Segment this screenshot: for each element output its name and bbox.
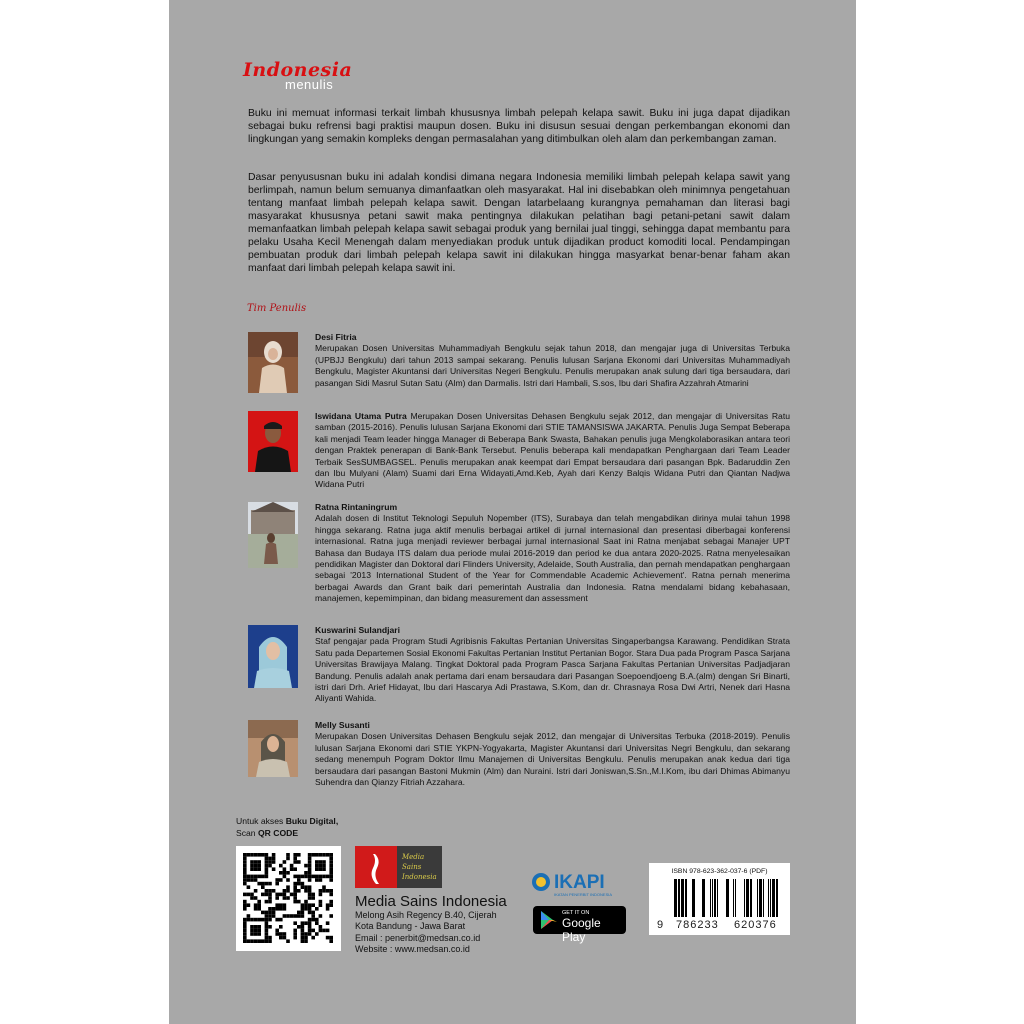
author-bio: Merupakan Dosen Universitas Muhammadiyah Bengkulu sejak tahun 2018, dan mengajar juga di Universitas Terbuka (UPBJJ Bengkulu) dari tahun 2013 sampai sekarang. Penulis lulusan Sarjana Ekonomi dari Universitas Muhammadiyah Bengkulu, Magister Akuntansi dari Universitas Negeri Bengkulu. Penulis merupakan anak sulung dari tiga bersaudara, dari pasangan Sidi Masrul Sutan Satu (Alm) dan Darmalis. Istri dari Hambali, S.sos, Ibu dari Shafira Azzahrah Atmarini	[315, 343, 790, 388]
publisher-logo	[355, 846, 442, 888]
author-photo	[248, 502, 298, 568]
akses-line1-bold: Buku Digital,	[285, 816, 339, 826]
author-bio-block	[315, 720, 790, 788]
author-bio: Adalah dosen di Institut Teknologi Sepuluh Nopember (ITS), Surabaya dan telah mengabdikan dirinya mulai tahun 1998 hingga sekarang. Ratna juga aktif menulis berbagai artikel di jurnal internasional dan presentasi diberbagai konferensi internasional. Ratna juga menjadi reviewer berbagai jurnal internasional Saat ini Ratna menjabat sebagai Manajer UPT Bahasa dan Budaya ITS dalam dua periode mulai 2016-2019 dan period ke dua antara 2020-2025. Ratna menyelesaikan pendidikan Magister dan Doktoral dari Flinders University, Adelaide, South Australia, dan pernah mendapatkan penghargaan sebagai '2013 International Student of the Year for Commendable Academic Achievement'. Ratna pernah menerima berbagai Awards dan Grant baik dari pemerintah Australia dan Indonesia. Ratna mendalami bidang kebahasaan, manajemen, kepemimpinan, dan bidang measurement dan assessment	[315, 513, 790, 604]
author-photo	[248, 411, 298, 472]
isbn-barcode	[649, 863, 790, 935]
author-name: Desi Fitria	[315, 332, 357, 342]
author-name: Iswidana Utama Putra	[315, 411, 407, 421]
author-bio-block	[315, 625, 790, 705]
author-name: Melly Susanti	[315, 720, 370, 730]
barcode-digit-first: 9	[657, 919, 664, 931]
author-photo	[248, 625, 298, 688]
google-play-big-text: Google Play	[562, 916, 601, 944]
indonesia-menulis-logo	[243, 59, 353, 92]
qr-code[interactable]	[236, 846, 341, 951]
akses-line2: Scan	[236, 828, 258, 838]
google-play-badge[interactable]	[533, 906, 626, 944]
author-bio: Merupakan Dosen Universitas Dehasen Bengkulu sejak 2012, dan mengajar di Universitas Ratu samban (2015-2016). Penulis lulusan Sarjana Ekonomi dari STIE TAMANSISWA JAKARTA. Penulis Juga Sempat Beberapa kali menjadi Team leader hingga Manager di Beberapa Bank Swasta, Bahakan penulis juga Mengkolaborasikan antara teori dengan Praktek penerapan di Bank-Bank Tersebut. Penulis beberapa kali mendapatkan Penghargaan dari Team Leader Terbaik SesSUMBAGSEL. Penulis merupakan anak keempat dari Empat bersaudara dari pasangan Bpk. Badaruddin Zen dan Ibu Mulyani (Alam) Suami dari Erna Widayati,Amd.Keb, Ayah dari Kenzy Balqis Widana Putri dan Qiantan Nadjwa Widana Putri	[315, 411, 791, 490]
tim-penulis-heading: Tim Penulis	[247, 303, 307, 314]
publisher-box-line3: Indonesia	[402, 873, 437, 881]
logo-line2: menulis	[285, 77, 334, 92]
synopsis-paragraph-2: Dasar penyususnan buku ini adalah kondisi dimana negara Indonesia memiliki limbah pelepah kelapa sawit yang berlimpah, namun belum semuanya dimanfaatkan oleh masyarakat. Hal ini disebabkan oleh minimnya pengetahuan tentang manfaat limbah pelepah kelapa sawit. Dengan latarbelaang kurangnya pemahaman dan literasi bagi masyarakat khususnya petani sawit maka pentingnya dilakukan pelatihan bagi petani-petani sawit dalam memanfaatkan limbah pelepah kelapa sawit sebagai produk yang bernilai jual tinggi, sehingga dapat membantu para pelaku Usaha Kecil Menengah dalam menyediakan produk untuk dijadikan product komoditi local. Pendampingan pembuatan produk dari limbah pelepah kelapa sawit ini dilakukan hingga masyarkat benar-benar faham akan manfaat dari limbah pelepah kelapa sawit ini.	[248, 172, 790, 274]
akses-line2-bold: QR CODE	[257, 828, 299, 838]
author-bio-block	[315, 502, 790, 605]
publisher-box-line1: Media	[402, 853, 425, 861]
synopsis-paragraph-1: Buku ini memuat informasi terkait limbah khususnya limbah pelepah kelapa sawit. Buku ini juga dapat dijadikan sebagai buku refrensi bagi praktisi maupun dosen. Buku ini disusun sesuai dengan perkembangan ekonomi dan lingkungan yang semakin kompleks dengan permasalahan yang ditimbulkan oleh alam dan perkembangan zaman.	[248, 108, 790, 145]
author-name: Ratna Rintaningrum	[315, 502, 398, 512]
author-bio: Staf pengajar pada Program Studi Agribisnis Fakultas Pertanian Universitas Singaperbangsa Karawang. Pendidikan Strata Satu pada Departemen Sosial Ekonomi Fakultas Pertanian Institut Pertanian Bogor. Stara Dua pada Program Pasca Sarjana Universitas Brawijaya Malang. Tingkat Doktoral pada Program Pasca Sarjana Fakultas Pertanian Universitas Padjadjaran Bandung. Penulis adalah anak pertama dari enam bersaudara dari Pasangan Soepoendjoeng B.A.(alm) dengan Sri Binarti, istri dari Drh. Arief Hidayat, Ibu dari Hascarya Adi Prastawa, S.Kom, dan dr. Chrasnaya Rosa Dwi Artri, Nenek dari Hasna Aliyanti Wahida.	[315, 636, 790, 704]
isbn-label: ISBN 978-623-362-037-6 (PDF)	[671, 868, 768, 875]
author-bio-block	[315, 332, 790, 389]
akses-line1: Untuk akses	[236, 816, 286, 826]
barcode-digits-right: 620376	[734, 919, 777, 931]
publisher-box-line2: Sains	[402, 863, 422, 871]
publisher-address-line: Kota Bandung - Jawa Barat	[355, 921, 466, 932]
author-name: Kuswarini Sulandjari	[315, 625, 401, 635]
author-bio: Merupakan Dosen Universitas Dehasen Bengkulu sejak 2012, dan mengajar di Universitas Terbuka (2018-2019). Penulis lulusan Sarjana Ekonomi dari STIE YKPN-Yogyakarta, Magister Akuntansi dari Universitas Negri Bengkulu, dan sekarang sedang menempuh Pogram Doktor Ilmu Manajemen di Universitas Bengkulu. Penulis merupakan anak kedua dari tiga bersaudara dari pasangan Bastoni Mukmin (Alm) dan Nuraini. Istri dari Joniswan,S.Sn.,M.I.Kom, ibu dari Dhimas Abimanyu Suhendra dan Qianzy Fitriah Azzahara.	[315, 731, 790, 788]
ikapi-logo	[530, 868, 625, 898]
author-photo	[248, 720, 298, 777]
ikapi-label: IKAPI	[554, 872, 605, 893]
publisher-website[interactable]: Website : www.medsan.co.id	[355, 943, 470, 954]
google-play-small-text: GET IT ON	[562, 910, 590, 916]
publisher-address	[355, 910, 497, 955]
google-play-icon	[538, 909, 560, 931]
author-bio-block	[315, 411, 790, 491]
digital-access-note	[236, 815, 338, 839]
author-photo	[248, 332, 298, 393]
barcode-digits-left: 786233	[676, 919, 719, 931]
publisher-name: Media Sains Indonesia	[355, 893, 507, 910]
ikapi-sub: IKATAN PENERBIT INDONESIA	[554, 892, 613, 897]
publisher-address-line: Melong Asih Regency B.40, Cijerah	[355, 910, 497, 920]
logo-line1: Indonesia	[243, 59, 353, 81]
publisher-email[interactable]: Email : penerbit@medsan.co.id	[355, 932, 481, 943]
